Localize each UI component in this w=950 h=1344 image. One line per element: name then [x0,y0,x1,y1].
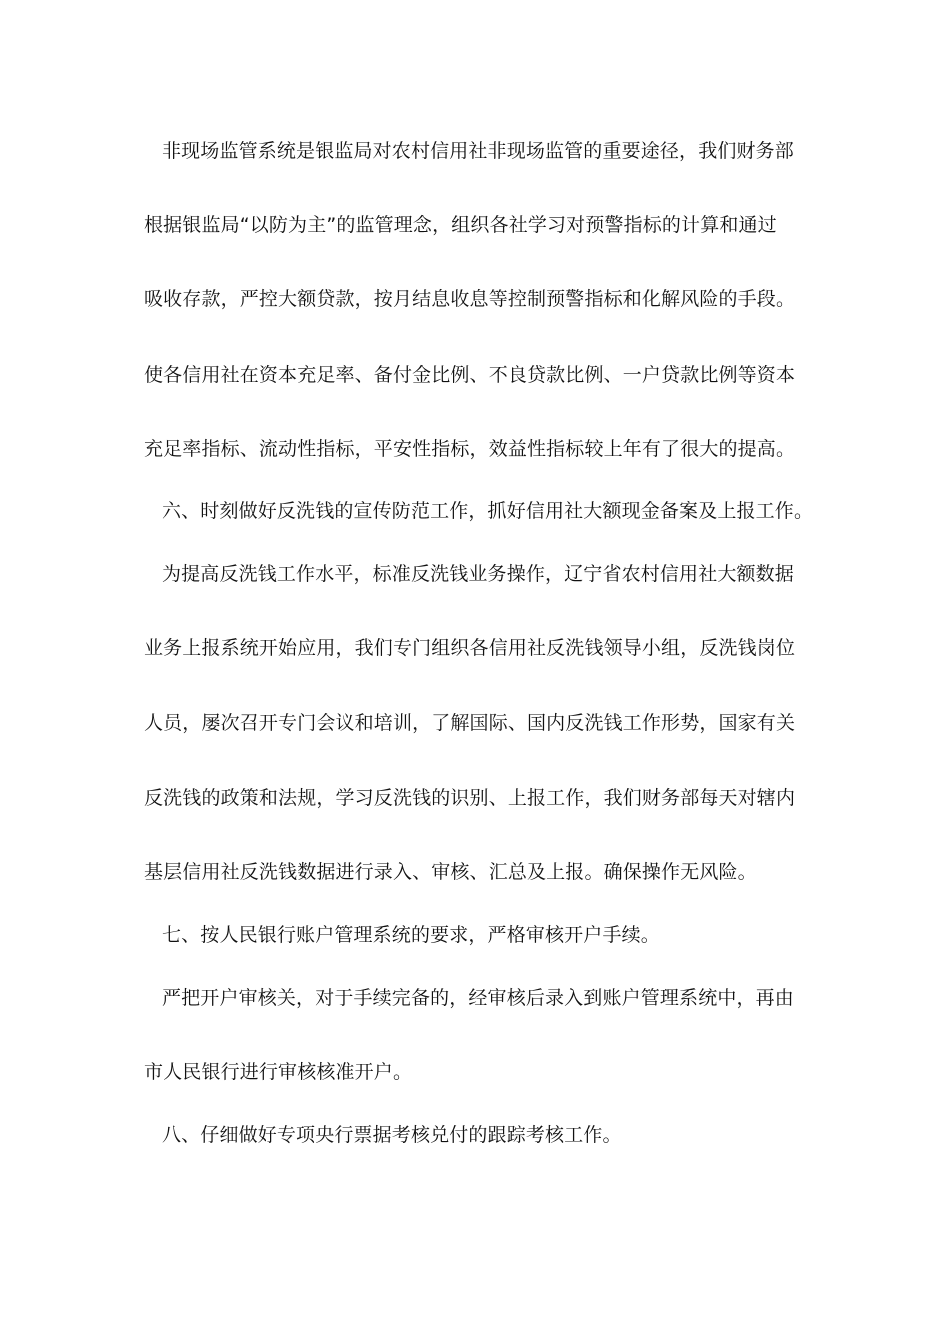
paragraph-line: 根据银监局“以防为主”的监管理念，组织各社学习对预警指标的计算和通过 [144,214,777,236]
paragraph-line: 基层信用社反洗钱数据进行录入、审核、汇总及上报。确保操作无风险。 [144,861,757,883]
section-heading: 八、仔细做好专项央行票据考核兑付的跟踪考核工作。 [162,1124,622,1146]
paragraph-line: 充足率指标、流动性指标，平安性指标，效益性指标较上年有了很大的提高。 [144,438,796,460]
section-heading: 六、时刻做好反洗钱的宣传防范工作，抓好信用社大额现金备案及上报工作。 [162,500,814,522]
paragraph-line: 人员，屡次召开专门会议和培训，了解国际、国内反洗钱工作形势，国家有关 [144,712,796,734]
paragraph-line: 使各信用社在资本充足率、备付金比例、不良贷款比例、一户贷款比例等资本 [144,364,796,386]
paragraph-line: 市人民银行进行审核核准开户。 [144,1061,413,1083]
section-heading: 七、按人民银行账户管理系统的要求，严格审核开户手续。 [162,924,660,946]
paragraph-line: 吸收存款，严控大额贷款，按月结息收息等控制预警指标和化解风险的手段。 [144,288,796,310]
paragraph-line: 非现场监管系统是银监局对农村信用社非现场监管的重要途径，我们财务部 [162,140,794,162]
paragraph-line: 反洗钱的政策和法规，学习反洗钱的识别、上报工作，我们财务部每天对辖内 [144,787,796,809]
paragraph-line: 严把开户审核关，对于手续完备的，经审核后录入到账户管理系统中，再由 [162,987,794,1009]
paragraph-line: 业务上报系统开始应用，我们专门组织各信用社反洗钱领导小组，反洗钱岗位 [144,637,796,659]
paragraph-line: 为提高反洗钱工作水平，标准反洗钱业务操作，辽宁省农村信用社大额数据 [162,563,794,585]
